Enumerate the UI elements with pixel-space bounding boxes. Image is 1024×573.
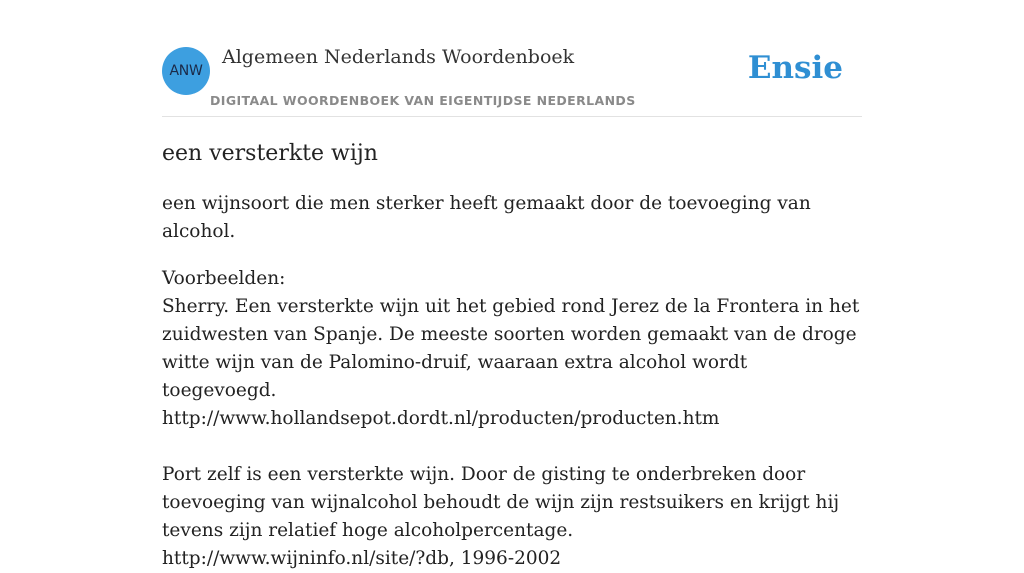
example-item	[162, 461, 862, 573]
example-text: Port zelf is een versterkte wijn. Door de gisting te onderbreken door toevoeging van wijnalcohol behoudt de wijn zijn restsuikers en krijgt hij tevens zijn relatief hoge alcoholpercentage.	[162, 464, 840, 541]
anw-logo[interactable]: ANW	[162, 47, 210, 95]
ensie-logo[interactable]: Ensie	[747, 50, 843, 86]
example-text: Sherry. Een versterkte wijn uit het gebied rond Jerez de la Frontera in het zuidwesten van Spanje. De meeste soorten worden gemaakt van de droge witte wijn van de Palomino-druif, waaraan extra alcohol wordt toegevoegd.	[162, 296, 860, 401]
example-source: http://www.wijninfo.nl/site/?db, 1996-2002	[162, 548, 562, 569]
entry-content	[162, 138, 862, 573]
site-subtitle: DIGITAAL WOORDENBOEK VAN EIGENTIJDSE NEDERLANDS	[210, 93, 636, 108]
entry-definition: een wijnsoort die men sterker heeft gemaakt door de toevoeging van alcohol.	[162, 193, 811, 242]
site-header	[162, 0, 862, 117]
example-source: http://www.hollandsepot.dordt.nl/producten/producten.htm	[162, 408, 720, 429]
examples-label: Voorbeelden:	[162, 268, 286, 289]
example-item	[162, 293, 862, 433]
entry-term: een versterkte wijn	[162, 141, 378, 166]
site-title[interactable]: Algemeen Nederlands Woordenboek	[222, 46, 575, 68]
